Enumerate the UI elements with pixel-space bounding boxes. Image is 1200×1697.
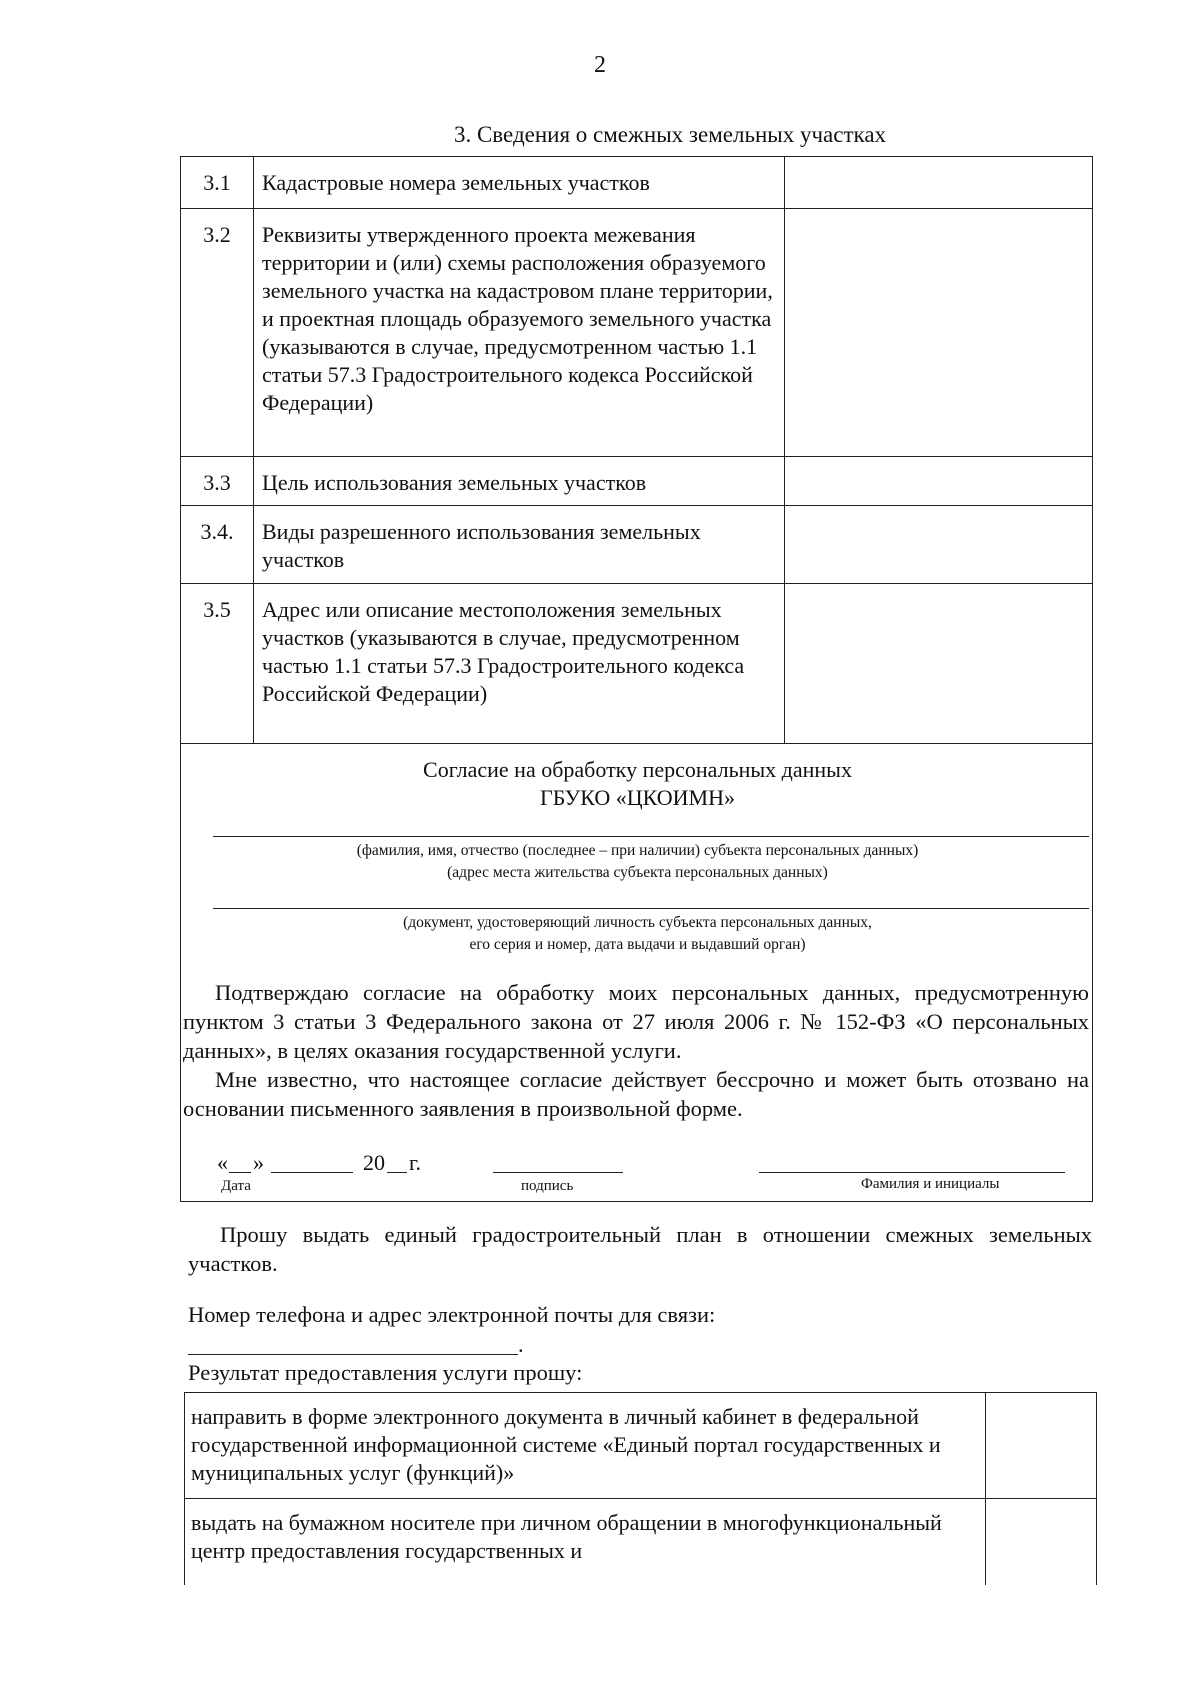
result-option-checkbox[interactable]	[986, 1393, 1097, 1499]
row-label: Виды разрешенного использования земельных участков	[254, 506, 785, 584]
table-row	[181, 157, 1093, 209]
table-row	[181, 584, 1093, 744]
adjacent-plots-table	[180, 156, 1093, 744]
row-label: Цель использования земельных участков	[254, 457, 785, 506]
row-value-field[interactable]	[785, 506, 1093, 584]
row-number: 3.3	[181, 457, 254, 506]
signature-line[interactable]	[493, 1172, 623, 1173]
section-title: 3. Сведения о смежных земельных участках	[453, 122, 887, 147]
consent-title	[181, 756, 1094, 812]
contact-input-line[interactable]	[188, 1354, 518, 1355]
contact-period: .	[518, 1332, 524, 1357]
consent-box	[180, 742, 1093, 1202]
year-prefix: 20	[363, 1150, 385, 1175]
contact-label: Номер телефона и адрес электронной почты для связи:	[188, 1302, 716, 1327]
name-line[interactable]	[759, 1172, 1065, 1173]
consent-org-name: ГБУКО «ЦКОИМН»	[540, 785, 735, 810]
row-value-field[interactable]	[785, 457, 1093, 506]
result-options-table	[184, 1392, 1097, 1585]
fio-caption: (фамилия, имя, отчество (последнее – при наличии) субъекта персональных данных)	[356, 842, 919, 859]
result-option-label: выдать на бумажном носителе при личном обращении в многофункциональный центр предоставления государственных и	[185, 1499, 986, 1585]
table-row	[181, 457, 1093, 506]
result-option-label: направить в форме электронного документа в личный кабинет в федеральной государственной информационной системе «Единый портал государственных и муниципальных услуг (функций)»	[185, 1393, 986, 1499]
date-close-quote: »	[253, 1150, 264, 1175]
row-label: Адрес или описание местоположения земельных участков (указываются в случае, предусмотренном частью 1.1 статьи 57.3 Градостроительного кодекса Российской Федерации)	[254, 584, 785, 744]
consent-paragraph: Подтверждаю согласие на обработку моих персональных данных, предусмотренную пунктом 3 статьи 3 Федерального закона от 27 июля 2006 г. № 152-ФЗ «О персональных данных», в целях оказания государственной услуги.	[183, 980, 1089, 1063]
signature-caption: подпись	[521, 1178, 574, 1194]
year-blank	[387, 1172, 407, 1173]
consent-title-line: Согласие на обработку персональных данных	[423, 757, 852, 782]
table-row	[185, 1499, 1097, 1585]
row-value-field[interactable]	[785, 209, 1093, 457]
result-label: Результат предоставления услуги прошу:	[188, 1360, 583, 1385]
address-caption: (адрес места жительства субъекта персональных данных)	[447, 864, 828, 881]
date-field[interactable]	[217, 1150, 447, 1178]
year-suffix: г.	[409, 1150, 422, 1175]
result-option-checkbox[interactable]	[986, 1499, 1097, 1585]
document-caption-1: (документ, удостоверяющий личность субъекта персональных данных,	[403, 914, 872, 931]
request-text: Прошу выдать единый градостроительный план в отношении смежных земельных участков.	[188, 1222, 1092, 1276]
consent-paragraph: Мне известно, что настоящее согласие действует бессрочно и может быть отозвано на основании письменного заявления в произвольной форме.	[183, 1067, 1089, 1121]
row-number: 3.4.	[181, 506, 254, 584]
day-blank	[229, 1172, 251, 1173]
fio-input-line[interactable]	[213, 836, 1089, 837]
row-number: 3.1	[181, 157, 254, 209]
date-open-quote: «	[217, 1150, 228, 1175]
document-caption-2: его серия и номер, дата выдачи и выдавший орган)	[469, 936, 806, 953]
row-number: 3.2	[181, 209, 254, 457]
table-row	[185, 1393, 1097, 1499]
row-value-field[interactable]	[785, 584, 1093, 744]
document-input-line[interactable]	[213, 908, 1089, 909]
row-value-field[interactable]	[785, 157, 1093, 209]
table-row	[181, 506, 1093, 584]
consent-text	[183, 978, 1089, 1123]
date-caption: Дата	[221, 1178, 251, 1194]
name-caption: Фамилия и инициалы	[861, 1176, 1000, 1192]
row-label: Кадастровые номера земельных участков	[254, 157, 785, 209]
row-label: Реквизиты утвержденного проекта межевания территории и (или) схемы расположения образуемого земельного участка на кадастровом плане территории, и проектная площадь образуемого земельного участка (указываются в случае, предусмотренном частью 1.1 статьи 57.3 Градостроительного кодекса Российской Федерации)	[254, 209, 785, 457]
page-number: 2	[594, 52, 606, 78]
month-blank	[271, 1172, 353, 1173]
table-row	[181, 209, 1093, 457]
row-number: 3.5	[181, 584, 254, 744]
